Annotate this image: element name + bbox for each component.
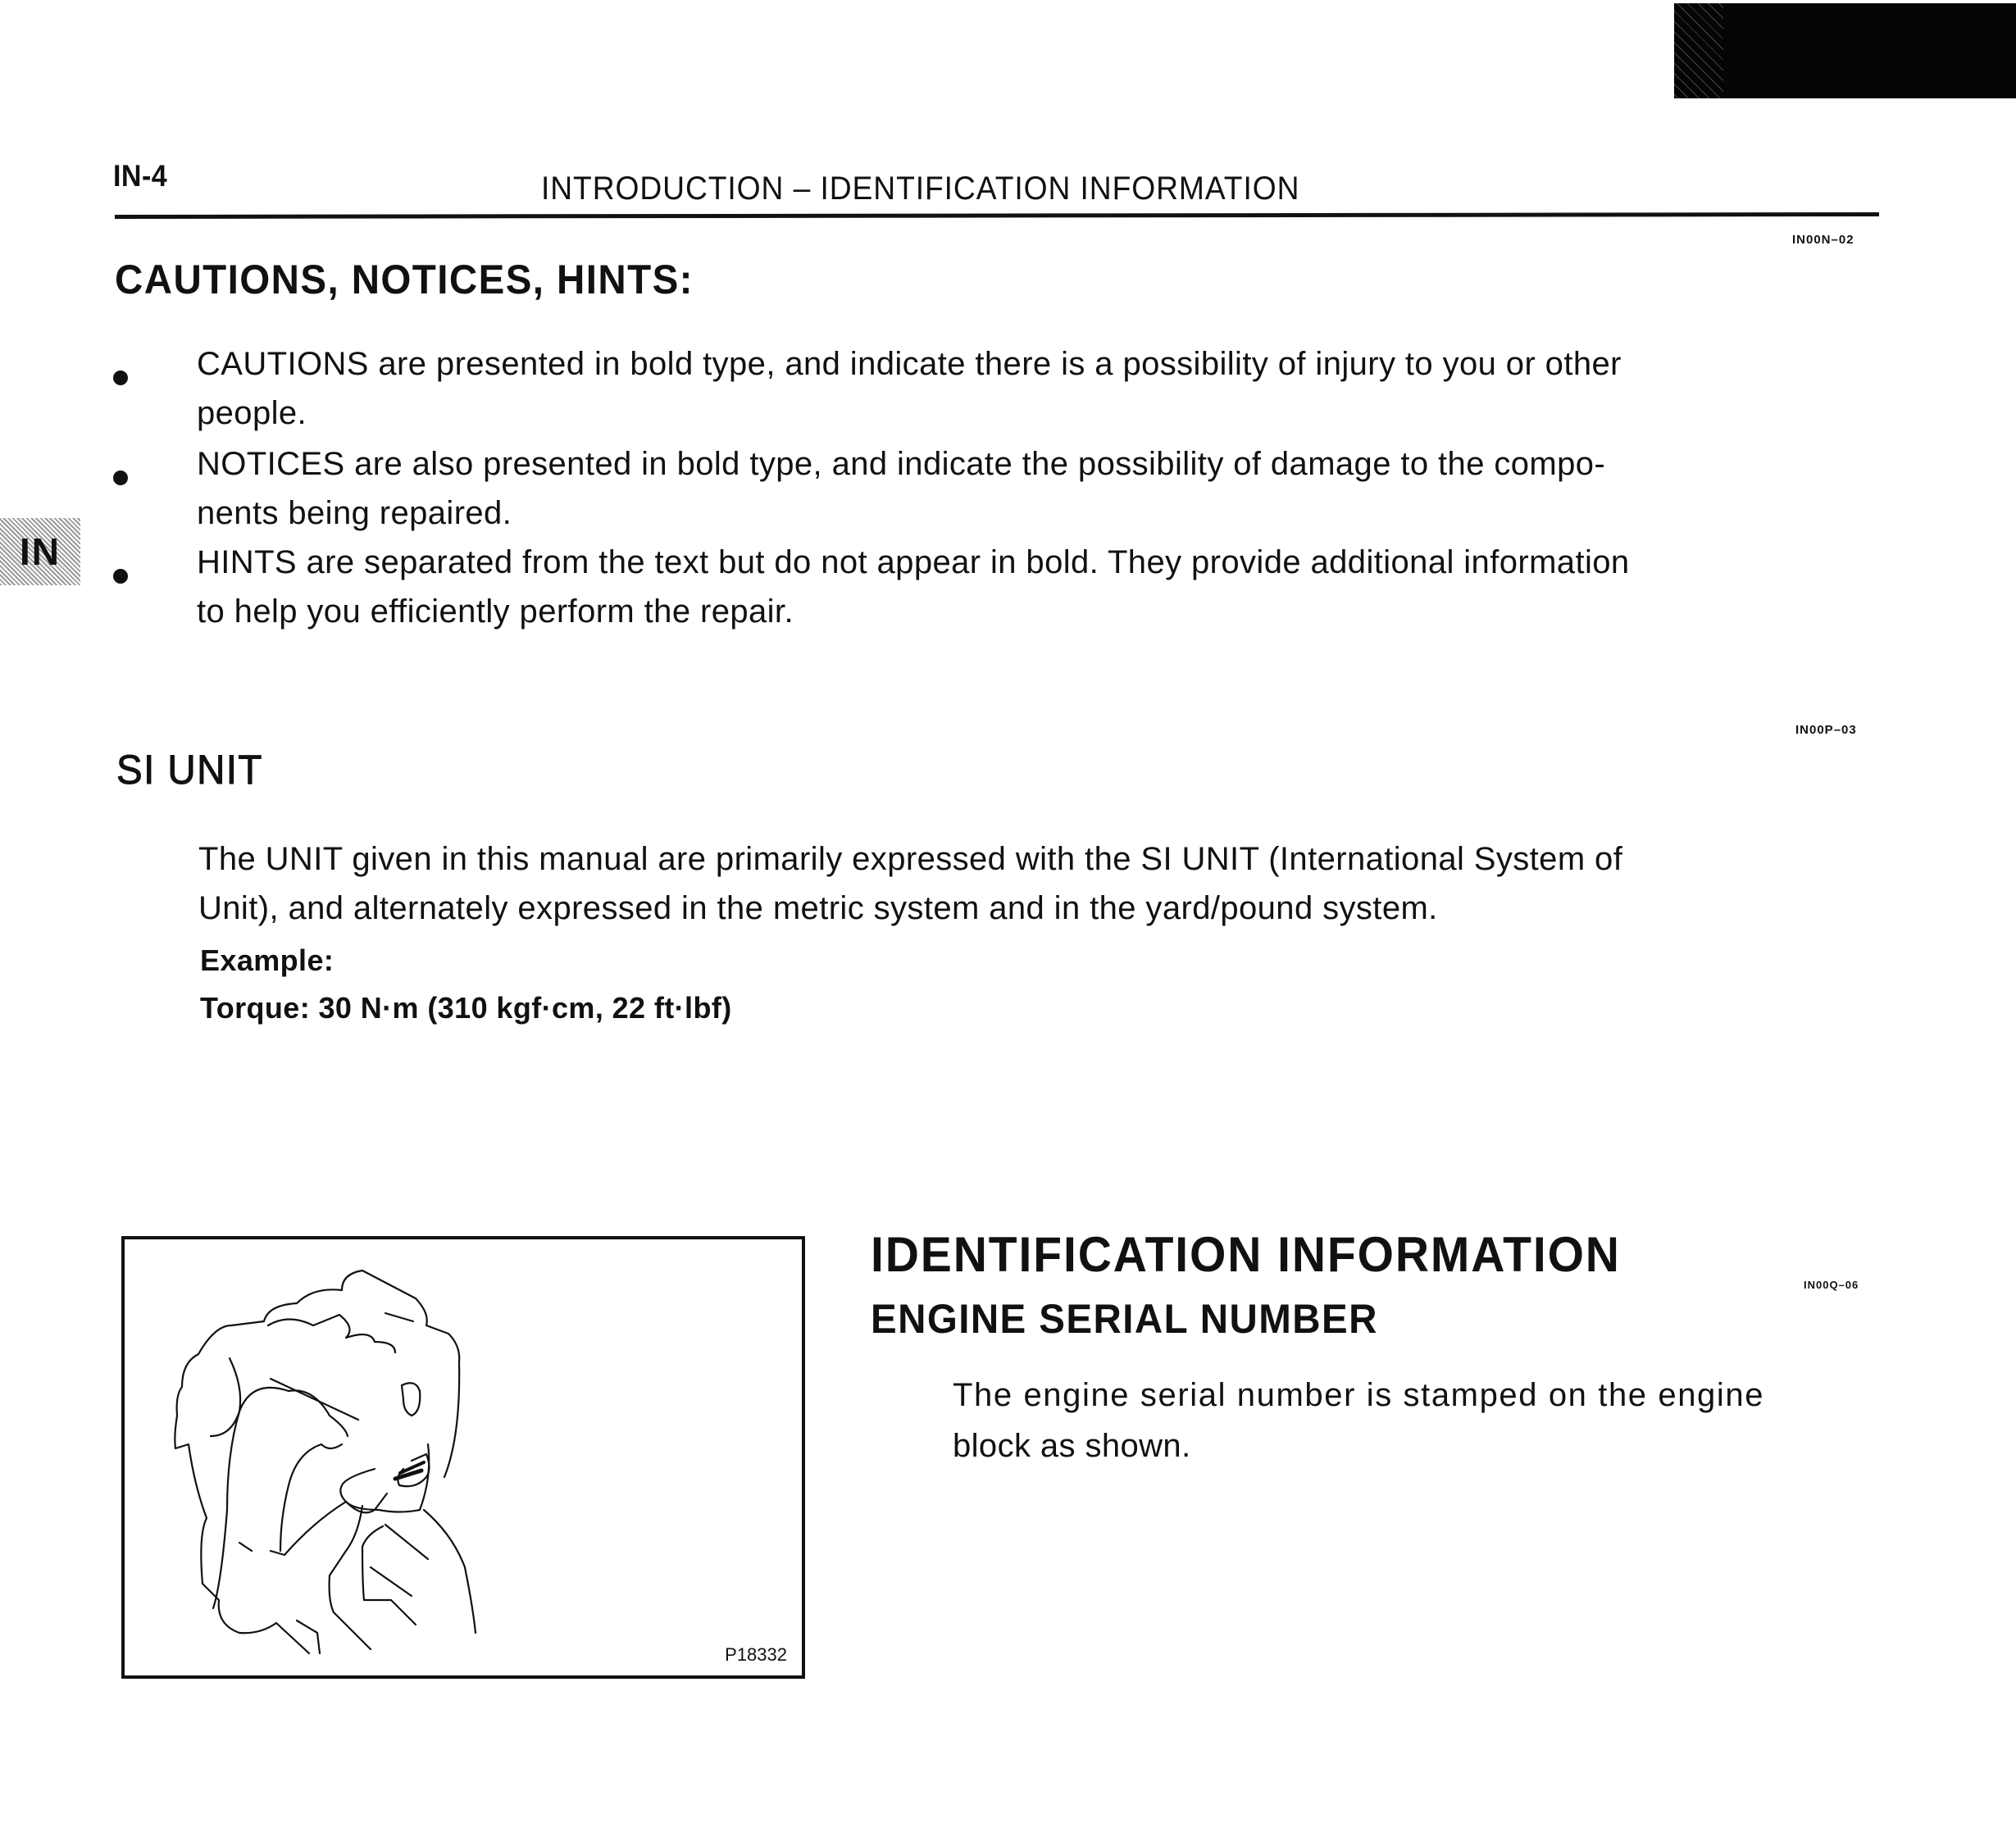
- side-tab-label: IN: [20, 530, 61, 573]
- bullet-icon: [113, 569, 128, 584]
- bullet-icon: [113, 371, 128, 385]
- running-header: INTRODUCTION – IDENTIFICATION INFORMATION: [541, 170, 1300, 207]
- section-code: IN00N–02: [1792, 233, 1854, 247]
- bullet-text-cont: to help you efficiently perform the repair.: [197, 593, 794, 630]
- section-title-cautions: CAUTIONS, NOTICES, HINTS:: [115, 257, 694, 302]
- subsection-title-engine-serial: ENGINE SERIAL NUMBER: [871, 1296, 1378, 1342]
- section-code: IN00P–03: [1795, 723, 1857, 737]
- torque-example: Torque: 30 N·m (310 kgf·cm, 22 ft·lbf): [200, 991, 732, 1025]
- si-unit-paragraph-line1: The UNIT given in this manual are primarily expressed with the SI UNIT (International System of: [198, 841, 1623, 877]
- section-code: IN00Q–06: [1804, 1279, 1859, 1291]
- example-label: Example:: [200, 943, 334, 977]
- bullet-text-cont: nents being repaired.: [197, 495, 512, 531]
- scan-speckle: [1674, 3, 1723, 98]
- bullet-text: HINTS are separated from the text but do not appear in bold. They provide additional information: [197, 544, 1630, 580]
- section-title-si-unit: SI UNIT: [116, 747, 263, 793]
- page-number: IN-4: [113, 159, 168, 193]
- cautions-bullet-list: [113, 338, 1884, 636]
- page-corner-tab: [1674, 3, 2016, 98]
- header-rule: [115, 212, 1879, 219]
- figure-label: P18332: [725, 1644, 787, 1665]
- bullet-icon: [113, 471, 128, 485]
- bullet-item-hints: [113, 536, 1884, 636]
- engine-serial-paragraph-line2: block as shown.: [953, 1428, 1191, 1464]
- bullet-text: CAUTIONS are presented in bold type, and indicate there is a possibility of injury to you or other: [197, 346, 1622, 382]
- bullet-text-cont: people.: [197, 395, 307, 431]
- bullet-text: NOTICES are also presented in bold type, and indicate the possibility of damage to the compo-: [197, 446, 1606, 482]
- section-title-identification: IDENTIFICATION INFORMATION: [871, 1227, 1621, 1282]
- bullet-item-notices: [113, 438, 1884, 536]
- bullet-item-cautions: [113, 338, 1884, 438]
- engine-serial-paragraph-line1: The engine serial number is stamped on the engine: [953, 1377, 1765, 1413]
- engine-drawing-icon: [125, 1239, 802, 1675]
- si-unit-paragraph-line2: Unit), and alternately expressed in the metric system and in the yard/pound system.: [198, 890, 1438, 926]
- engine-figure: [121, 1236, 805, 1679]
- section-side-tab: [0, 518, 80, 585]
